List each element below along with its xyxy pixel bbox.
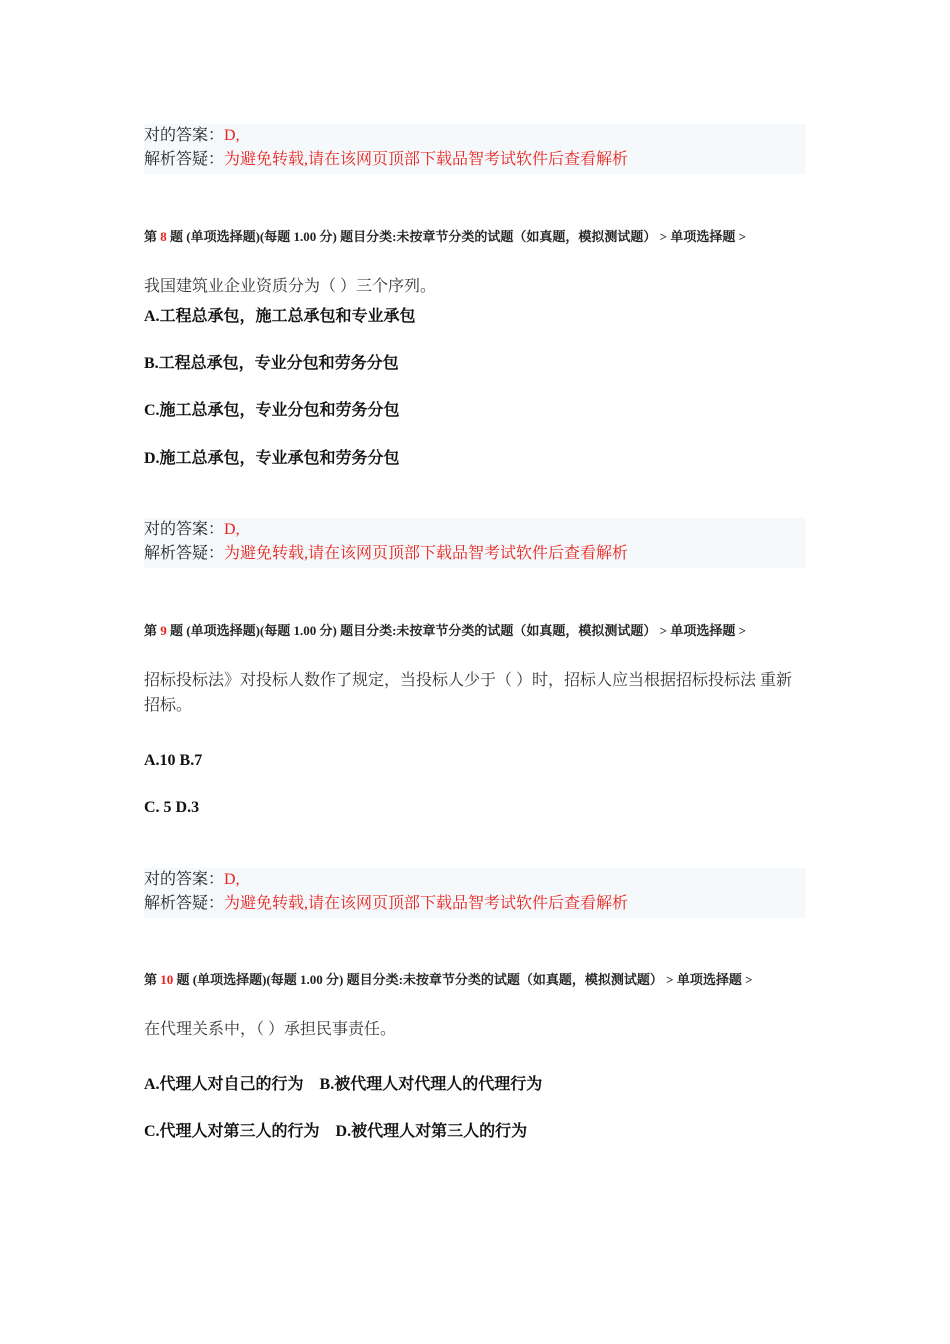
correct-answer-value: D, <box>224 521 240 538</box>
analysis-text: 为避免转载,请在该网页顶部下载品智考试软件后查看解析 <box>224 151 629 168</box>
question-number: 10 <box>160 972 174 987</box>
option-c: C.施工总承包，专业分包和劳务分包 <box>144 402 400 419</box>
correct-answer-line <box>144 518 806 542</box>
option-b: B.工程总承包，专业分包和劳务分包 <box>144 355 399 372</box>
question-prefix: 第 <box>144 623 158 638</box>
question-prefix: 第 <box>144 229 158 244</box>
correct-answer-label: 对的答案： <box>144 127 225 144</box>
correct-answer-line <box>144 868 806 892</box>
question-text: 我国建筑业企业资质分为（ ）三个序列。 <box>144 278 437 295</box>
option-a-b: A.10 B.7 <box>144 752 203 769</box>
option-a: A.工程总承包，施工总承包和专业承包 <box>144 308 416 325</box>
option-c-d: C.代理人对第三人的行为 D.被代理人对第三人的行为 <box>144 1123 528 1140</box>
question-number: 9 <box>160 623 167 638</box>
question-header <box>144 620 806 642</box>
question-meta: 题 (单项选择题)(每题 1.00 分) 题目分类:未按章节分类的试题（如真题，模拟测试题） > 单项选择题 > <box>176 972 753 987</box>
correct-answer-value: D, <box>224 871 240 888</box>
analysis-label: 解析答疑： <box>144 545 225 562</box>
correct-answer-value: D, <box>224 127 240 144</box>
analysis-label: 解析答疑： <box>144 151 225 168</box>
answer-box <box>144 124 806 174</box>
answer-box <box>144 868 806 918</box>
question-meta: 题 (单项选择题)(每题 1.00 分) 题目分类:未按章节分类的试题（如真题，模拟测试题） > 单项选择题 > <box>170 229 746 244</box>
correct-answer-label: 对的答案： <box>144 871 225 888</box>
analysis-label: 解析答疑： <box>144 895 225 912</box>
question-prefix: 第 <box>144 972 158 987</box>
question-number: 8 <box>160 229 167 244</box>
question-meta: 题 (单项选择题)(每题 1.00 分) 题目分类:未按章节分类的试题（如真题，模拟测试题） > 单项选择题 > <box>170 623 746 638</box>
question-header <box>144 226 806 248</box>
correct-answer-line <box>144 124 806 148</box>
question-header <box>144 969 806 991</box>
analysis-line <box>144 148 806 172</box>
option-a-b: A.代理人对自己的行为 B.被代理人对代理人的代理行为 <box>144 1076 543 1093</box>
analysis-line <box>144 542 806 566</box>
correct-answer-label: 对的答案： <box>144 521 225 538</box>
analysis-text: 为避免转载,请在该网页顶部下载品智考试软件后查看解析 <box>224 895 629 912</box>
analysis-line <box>144 892 806 916</box>
option-c-d: C. 5 D.3 <box>144 799 200 816</box>
question-text: 招标投标法》对投标人数作了规定，当投标人少于（ ）时，招标人应当根据招标投标法 重新招标。 <box>144 672 793 714</box>
question-text: 在代理关系中，（ ）承担民事责任。 <box>144 1021 397 1038</box>
option-d: D.施工总承包，专业承包和劳务分包 <box>144 450 400 467</box>
analysis-text: 为避免转载,请在该网页顶部下载品智考试软件后查看解析 <box>224 545 629 562</box>
answer-box <box>144 518 806 568</box>
